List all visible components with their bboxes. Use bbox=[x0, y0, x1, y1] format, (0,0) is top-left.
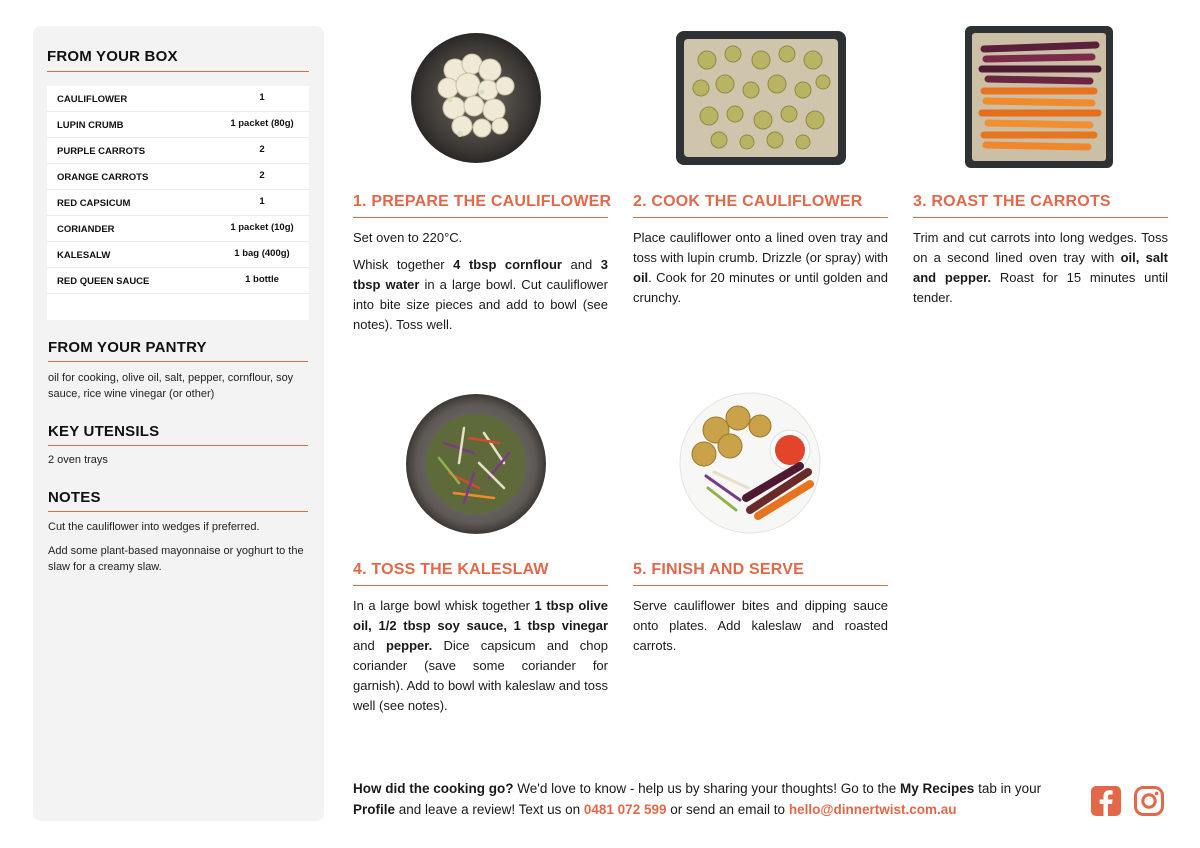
ingredient-qty: 1 bag (400g) bbox=[234, 248, 290, 259]
ingredient-name: RED QUEEN SAUCE bbox=[57, 276, 150, 287]
step-text-roast-carrots bbox=[913, 228, 1168, 315]
from-your-pantry-title: FROM YOUR PANTRY bbox=[48, 339, 207, 356]
ingredient-name: ORANGE CARROTS bbox=[57, 172, 149, 183]
ingredient-row bbox=[47, 268, 309, 294]
notes-title: NOTES bbox=[48, 489, 101, 506]
sidebar bbox=[33, 26, 324, 821]
step-title-cook-cauliflower: 2. COOK THE CAULIFLOWER bbox=[633, 193, 863, 210]
ingredient-row bbox=[47, 242, 309, 268]
divider bbox=[633, 585, 888, 586]
divider bbox=[47, 71, 309, 72]
step-text-prepare-cauliflower bbox=[353, 228, 608, 342]
from-your-box-title: FROM YOUR BOX bbox=[47, 48, 178, 65]
ingredient-name: CAULIFLOWER bbox=[57, 94, 128, 105]
pantry-text: oil for cooking, olive oil, salt, pepper, cornflour, soy sauce, rice wine vinegar (or other) bbox=[48, 372, 294, 400]
facebook-icon[interactable] bbox=[1090, 785, 1122, 817]
ingredient-qty: 1 bottle bbox=[245, 274, 279, 285]
divider bbox=[633, 217, 888, 218]
step-text-cook-cauliflower bbox=[633, 228, 888, 315]
ingredient-qty: 1 packet (10g) bbox=[230, 222, 294, 233]
divider bbox=[48, 511, 308, 512]
utensils-text: 2 oven trays bbox=[48, 454, 108, 466]
step-title-finish-serve: 5. FINISH AND SERVE bbox=[633, 561, 804, 578]
cauliflower-bowl-image bbox=[410, 30, 542, 166]
kaleslaw-bowl-image bbox=[404, 393, 549, 535]
ingredient-row bbox=[47, 164, 309, 190]
cauliflower-tray-image bbox=[675, 30, 847, 166]
step-paragraph: Serve cauliflower bites and dipping sauce onto plates. Add kaleslaw and roasted carrots. bbox=[633, 598, 888, 653]
step-paragraph: Whisk together 4 tbsp cornflour and 3 tbsp water in a large bowl. Cut cauliflower into bite size pieces and add to bowl (see notes). Toss well. bbox=[353, 257, 608, 332]
ingredient-name: RED CAPSICUM bbox=[57, 198, 131, 209]
ingredient-name: KALESALW bbox=[57, 250, 111, 261]
profile-link[interactable]: Profile bbox=[353, 802, 396, 817]
footer-text: We'd love to know - help us by sharing your thoughts! Go to the bbox=[513, 781, 901, 796]
ingredient-name: LUPIN CRUMB bbox=[57, 120, 124, 131]
divider bbox=[913, 217, 1168, 218]
finished-plate-image bbox=[678, 392, 822, 534]
ingredient-qty: 1 packet (80g) bbox=[230, 118, 294, 129]
carrots-tray-image bbox=[964, 25, 1114, 169]
ingredient-name: PURPLE CARROTS bbox=[57, 146, 146, 157]
my-recipes-link[interactable]: My Recipes bbox=[900, 781, 975, 796]
ingredient-row bbox=[47, 190, 309, 216]
divider bbox=[48, 361, 308, 362]
phone-link[interactable]: 0481 072 599 bbox=[583, 802, 667, 817]
email-link[interactable]: hello@dinnertwist.com.au bbox=[788, 802, 957, 817]
ingredient-row bbox=[47, 86, 309, 112]
step-title-roast-carrots: 3. ROAST THE CARROTS bbox=[913, 193, 1111, 210]
footer-question: How did the cooking go? bbox=[353, 781, 514, 796]
instagram-icon[interactable] bbox=[1133, 785, 1165, 817]
note-item: Cut the cauliflower into wedges if preferred. bbox=[48, 521, 260, 533]
ingredient-row bbox=[47, 112, 309, 138]
ingredient-row bbox=[47, 216, 309, 242]
key-utensils-title: KEY UTENSILS bbox=[48, 423, 160, 440]
ingredient-row bbox=[47, 138, 309, 164]
ingredient-qty: 2 bbox=[259, 170, 265, 181]
step-paragraph: Trim and cut carrots into long wedges. Toss on a second lined oven tray with oil, salt and pepper. Roast for 15 minutes until tender. bbox=[913, 230, 1168, 305]
ingredients-table bbox=[47, 86, 309, 320]
footer-text: tab in your bbox=[974, 781, 1042, 796]
ingredient-qty: 1 bbox=[259, 196, 265, 207]
step-title-prepare-cauliflower: 1. PREPARE THE CAULIFLOWER bbox=[353, 193, 612, 210]
ingredient-name: CORIANDER bbox=[57, 224, 115, 235]
note-item: Add some plant-based mayonnaise or yoghurt to the slaw for a creamy slaw. bbox=[48, 545, 304, 573]
divider bbox=[48, 445, 308, 446]
divider bbox=[353, 217, 608, 218]
step-paragraph: Place cauliflower onto a lined oven tray and toss with lupin crumb. Drizzle (or spray) with oil. Cook for 20 minutes or until golden and crunchy. bbox=[633, 230, 888, 305]
step-title-toss-kaleslaw: 4. TOSS THE KALESLAW bbox=[353, 561, 549, 578]
footer-text: or send an email to bbox=[666, 802, 789, 817]
ingredient-qty: 1 bbox=[259, 92, 265, 103]
step-text-toss-kaleslaw bbox=[353, 596, 608, 723]
step-text-finish-serve bbox=[633, 596, 888, 663]
feedback-footer bbox=[353, 778, 1073, 820]
step-paragraph: Set oven to 220°C. bbox=[353, 230, 463, 245]
divider bbox=[353, 585, 608, 586]
step-paragraph: In a large bowl whisk together 1 tbsp olive oil, 1/2 tbsp soy sauce, 1 tbsp vinegar and pepper. Dice capsicum and chop coriander (save some coriander for garnish). Add to bowl with kaleslaw and toss well (see notes). bbox=[353, 598, 608, 713]
footer-text: and leave a review! Text us on bbox=[395, 802, 584, 817]
ingredient-qty: 2 bbox=[259, 144, 265, 155]
